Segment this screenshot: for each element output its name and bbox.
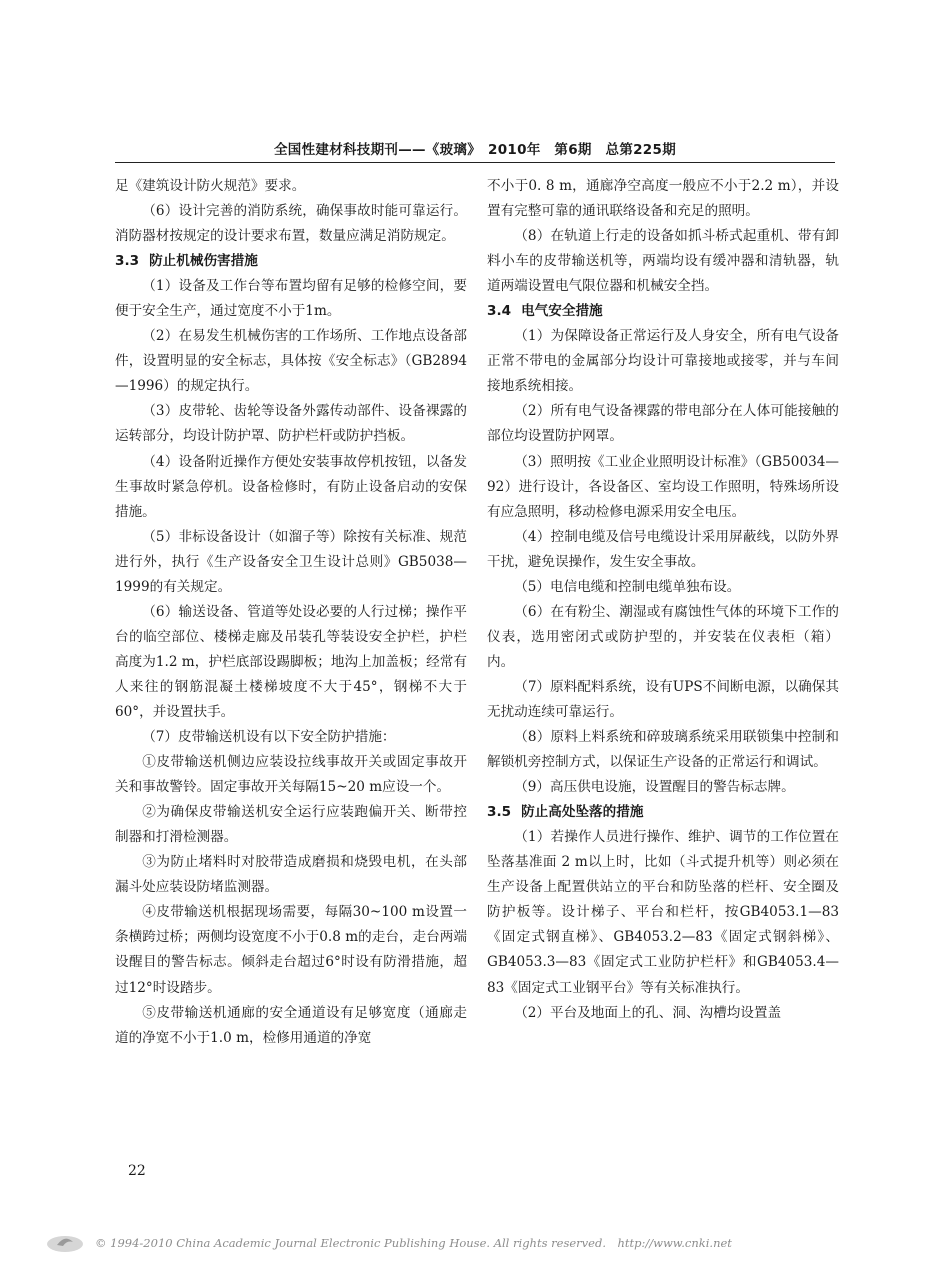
cnki-logo-icon (45, 1232, 85, 1254)
copyright-text: © 1994-2010 China Academic Journal Electronic Publishing House. All rights reserved. http://www.cnki.net (95, 1236, 732, 1250)
paragraph: （6）设计完善的消防系统，确保事故时能可靠运行。消防器材按规定的设计要求布置，数量应满足消防规定。 (115, 203, 467, 245)
paragraph: （5）电信电缆和控制电缆单独布设。 (514, 578, 741, 595)
paragraph: （8）原料上料系统和碎玻璃系统采用联锁集中控制和解锁机旁控制方式，以保证生产设备的正常运行和调试。 (487, 729, 839, 771)
paragraph: （2）平台及地面上的孔、洞、沟槽均设置盖 (514, 1004, 782, 1021)
page-number: 22 (128, 1163, 146, 1179)
header-rule (115, 162, 835, 163)
paragraph: （5）非标设备设计（如溜子等）除按有关标准、规范进行外，执行《生产设备安全卫生设计总则》GB5038—1999的有关规定。 (115, 528, 467, 595)
paragraph: （6）输送设备、管道等处设必要的人行过梯；操作平台的临空部位、楼梯走廊及吊装孔等装设安全护栏，护栏高度为1.2 m，护栏底部设踢脚板；地沟上加盖板；经常有人来往的钢筋混凝土楼梯坡度不大于45°，钢梯不大于60°，并设置扶手。 (115, 603, 467, 720)
section-title: 电气安全措施 (521, 303, 603, 320)
paragraph: （1）为保障设备正常运行及人身安全，所有电气设备正常不带电的金属部分均设计可靠接地或接零，并与车间接地系统相接。 (487, 328, 839, 395)
section-title: 防止高处坠落的措施 (521, 804, 644, 821)
section-heading-3-5 (487, 800, 839, 825)
paragraph: ⑤皮带输送机通廊的安全通道设有足够宽度（通廊走道的净宽不小于1.0 m，检修用通道的净宽 (115, 1004, 467, 1046)
section-heading-3-4 (487, 299, 839, 324)
paragraph: （2）所有电气设备裸露的带电部分在人体可能接触的部位均设置防护网罩。 (487, 403, 839, 445)
paragraph: （4）控制电缆及信号电缆设计采用屏蔽线，以防外界干扰，避免误操作，发生安全事故。 (487, 528, 839, 570)
left-column (115, 174, 467, 1051)
paragraph: ④皮带输送机根据现场需要，每隔30~100 m设置一条横跨过桥；两侧均设宽度不小于0.8 m的走台，走台两端设醒目的警告标志。倾斜走台超过6°时设有防滑措施，超过12°时设踏步。 (115, 904, 467, 996)
paragraph: ①皮带输送机侧边应装设拉线事故开关或固定事故开关和事故警铃。固定事故开关每隔15~20 m应设一个。 (115, 754, 467, 796)
paragraph: （7）原料配料系统，设有UPS不间断电源，以确保其无扰动连续可靠运行。 (487, 678, 839, 720)
section-number: 3.5 (487, 804, 512, 821)
paragraph: （3）皮带轮、齿轮等设备外露传动部件、设备裸露的运转部分，均设计防护罩、防护栏杆或防护挡板。 (115, 403, 467, 445)
paragraph: （4）设备附近操作方便处安装事故停机按钮，以备发生事故时紧急停机。设备检修时，有防止设备启动的安保措施。 (115, 453, 467, 520)
section-title: 防止机械伤害措施 (149, 253, 258, 270)
paragraph: ②为确保皮带输送机安全运行应装跑偏开关、断带控制器和打滑检测器。 (115, 804, 467, 846)
paragraph: 不小于0. 8 m，通廊净空高度一般应不小于2.2 m），并设置有完整可靠的通讯联络设备和充足的照明。 (487, 178, 839, 220)
copyright-footer (45, 1232, 745, 1254)
paragraph: （8）在轨道上行走的设备如抓斗桥式起重机、带有卸料小车的皮带输送机等，两端均设有缓冲器和清轨器，轨道两端设置电气限位器和机械安全挡。 (487, 228, 839, 295)
paragraph: （3）照明按《工业企业照明设计标准》（GB50034—92）进行设计，各设备区、室均设工作照明，特殊场所设有应急照明，移动检修电源采用安全电压。 (487, 453, 839, 520)
section-heading-3-3 (115, 249, 467, 274)
paragraph: （1）若操作人员进行操作、维护、调节的工作位置在坠落基准面 2 m以上时，比如（斗式提升机等）则必须在生产设备上配置供站立的平台和防坠落的栏杆、安全圈及防护板等。设计梯子、平台和栏杆，按GB4053.1—83《固定式钢直梯》、GB4053.2—83《固定式钢斜梯》、GB4053.3—83《固定式工业防护栏杆》和GB4053.4—83《固定式工业钢平台》等有关标准执行。 (487, 829, 839, 996)
paragraph: （1）设备及工作台等布置均留有足够的检修空间，要便于安全生产，通过宽度不小于1m。 (115, 278, 467, 320)
paragraph: （6）在有粉尘、潮湿或有腐蚀性气体的环境下工作的仪表，选用密闭式或防护型的，并安装在仪表柜（箱）内。 (487, 603, 839, 670)
right-column (487, 174, 839, 1026)
running-header: 全国性建材科技期刊——《玻璃》 2010年 第6期 总第225期 (274, 142, 676, 158)
section-number: 3.4 (487, 303, 512, 320)
section-number: 3.3 (115, 253, 140, 270)
paragraph: ③为防止堵料时对胶带造成磨损和烧毁电机，在头部漏斗处应装设防堵监测器。 (115, 854, 467, 896)
paragraph: 足《建筑设计防火规范》要求。 (115, 178, 306, 194)
paragraph: （9）高压供电设施，设置醒目的警告标志牌。 (514, 779, 795, 796)
paragraph: （2）在易发生机械伤害的工作场所、工作地点设备部件，设置明显的安全标志，具体按《安全标志》（GB2894—1996）的规定执行。 (115, 328, 467, 395)
paragraph: （7）皮带输送机设有以下安全防护措施： (142, 729, 396, 746)
